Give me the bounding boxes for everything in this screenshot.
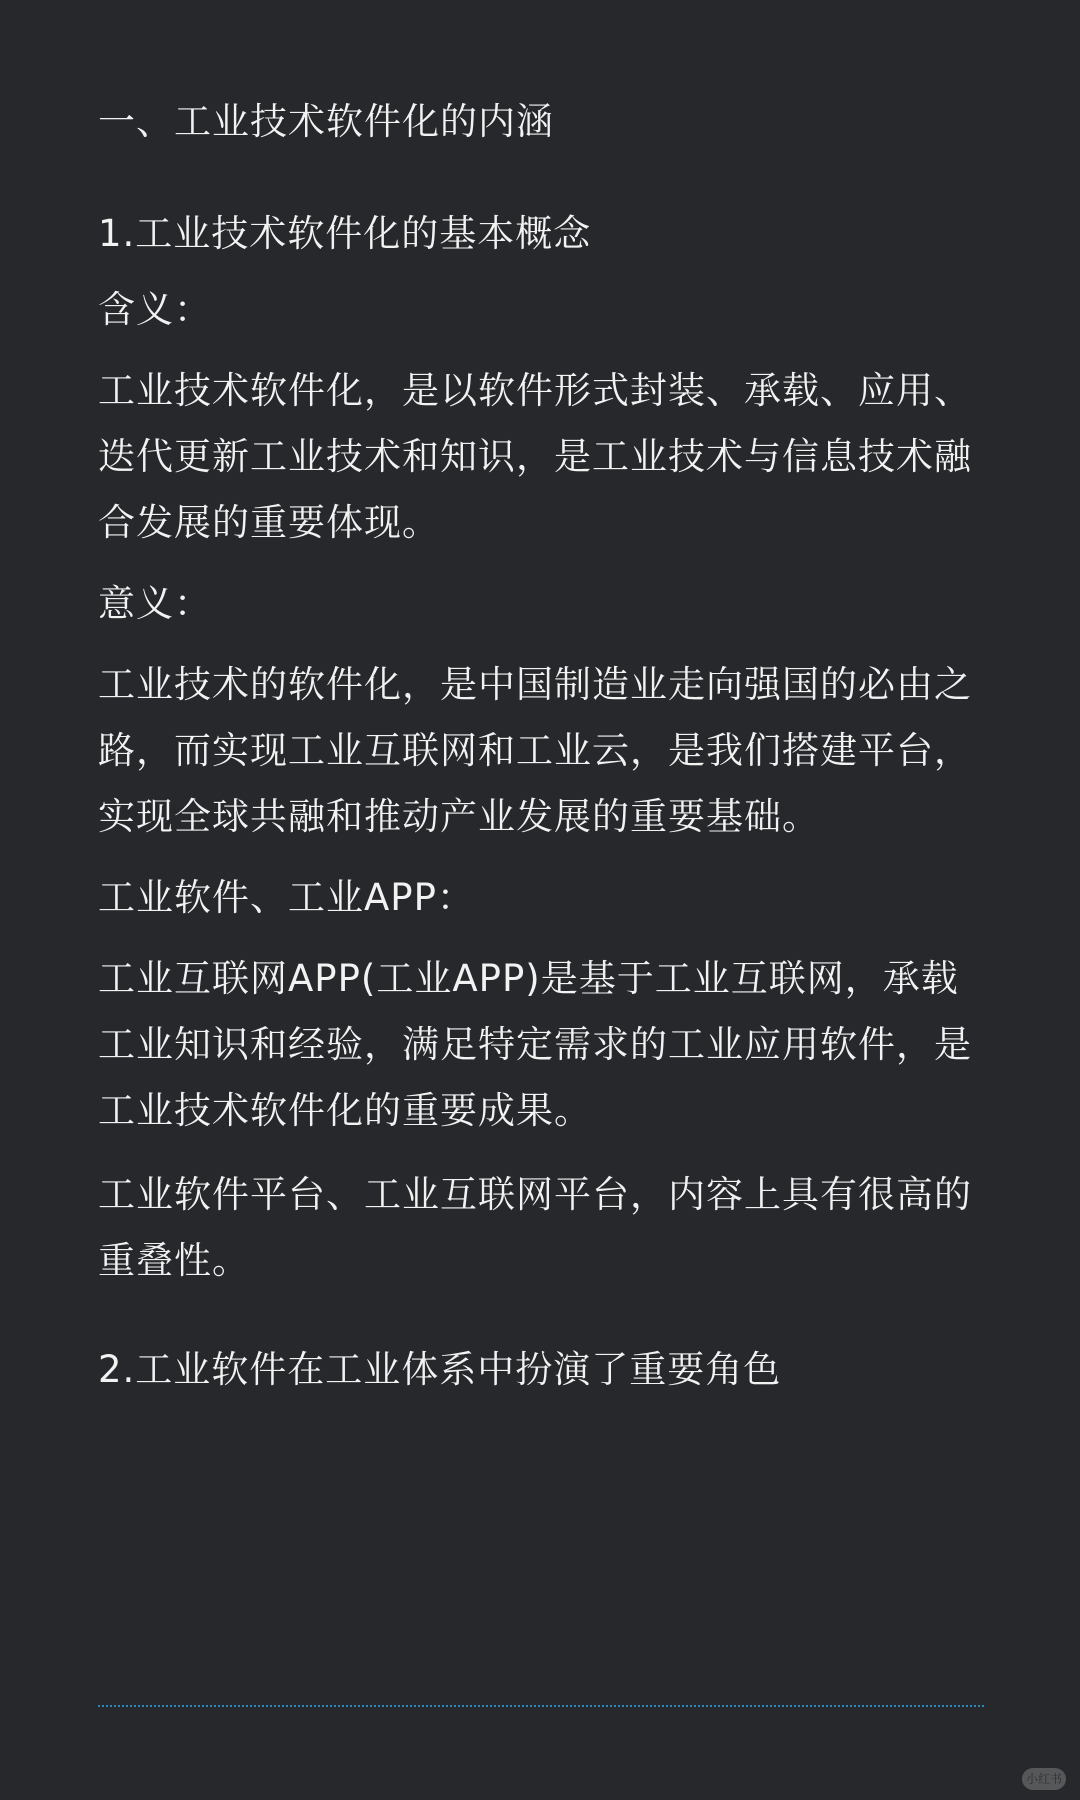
significance-label: 意义： bbox=[98, 582, 212, 625]
dotted-divider bbox=[98, 1705, 984, 1707]
significance-paragraph: 工业技术的软件化，是中国制造业走向强国的必由之路，而实现工业互联网和工业云，是我们搭建平台，实现全球共融和推动产业发展的重要基础。 bbox=[98, 663, 972, 838]
meaning-paragraph: 工业技术软件化，是以软件形式封装、承载、应用、迭代更新工业技术和知识，是工业技术与信息技术融合发展的重要体现。 bbox=[98, 369, 972, 544]
app-paragraph: 工业互联网APP(工业APP)是基于工业互联网，承载工业知识和经验，满足特定需求的工业应用软件，是工业技术软件化的重要成果。 bbox=[98, 957, 972, 1132]
section-heading-1: 1.工业技术软件化的基本概念 bbox=[98, 212, 592, 255]
meaning-label: 含义： bbox=[98, 288, 212, 331]
platform-paragraph: 工业软件平台、工业互联网平台，内容上具有很高的重叠性。 bbox=[98, 1173, 972, 1282]
software-app-label: 工业软件、工业APP： bbox=[98, 876, 475, 919]
main-heading: 一、工业技术软件化的内涵 bbox=[98, 100, 554, 143]
section-heading-2: 2.工业软件在工业体系中扮演了重要角色 bbox=[98, 1348, 782, 1391]
document-content bbox=[98, 92, 988, 1400]
watermark-badge: 小红书 bbox=[1022, 1768, 1066, 1790]
